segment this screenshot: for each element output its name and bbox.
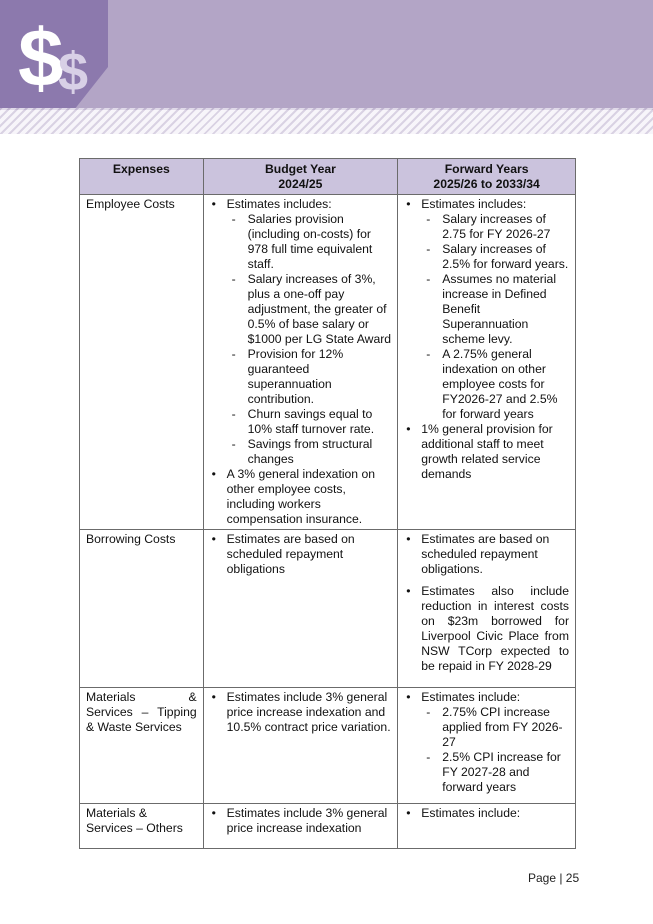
list-item: • Estimates include: [404,806,569,821]
sub-list-item: - Salary increases of 3%, plus a one-off pay adjustment, the greater of 0.5% of base salary or $1000 per LG State Award [227,272,392,347]
list-item-text: Estimates include: [421,690,521,704]
table-row [80,804,576,849]
budget-cell [203,530,398,688]
header-budget-year [203,159,398,195]
page-number: Page | 25 [528,871,580,885]
sub-list-item: - Salaries provision (including on-costs) for 978 full time equivalent staff. [227,212,392,272]
list-item-text: Estimates includes: [226,197,332,211]
list-item: • Estimates are based on scheduled repayment obligations [210,532,392,577]
expense-label: Employee Costs [80,195,204,530]
table-row [80,195,576,530]
logo-glyph-small: $ [58,42,89,102]
forward-cell [398,688,576,804]
table-row [80,688,576,804]
budget-cell [203,804,398,849]
list-item [210,197,392,467]
table-row [80,530,576,688]
sub-list-item: - Salary increases of 2.5% for forward years. [421,242,569,272]
list-item: • Estimates also include reduction in interest costs on $23m borrowed for Liverpool Civic Place from NSW TCorp expected to be repaid in FY 2028-29 [404,584,569,674]
sub-list-item: - A 2.75% general indexation on other employee costs for FY2026-27 and 2.5% for forward years [421,347,569,422]
list-item [404,197,569,422]
header-forward-years [398,159,576,195]
header-forward-years-title: Forward Years [444,162,529,176]
sub-list-item: - Salary increases of 2.75 for FY 2026-27 [421,212,569,242]
header-budget-year-title: Budget Year [264,162,336,176]
forward-cell [398,804,576,849]
sub-list-item: - Provision for 12% guaranteed superannuation contribution. [227,347,392,407]
sub-list-item: - 2.5% CPI increase for FY 2027-28 and forward years [421,750,569,795]
list-item: • Estimates include 3% general price increase indexation and 10.5% contract price variation. [210,690,392,735]
sub-list-item: - Churn savings equal to 10% staff turnover rate. [227,407,392,437]
expenses-table [79,158,576,849]
list-item: • 1% general provision for additional staff to meet growth related service demands [404,422,569,482]
expense-label: Materials & Services – Others [80,804,204,849]
budget-cell [203,195,398,530]
logo-glyph-large: $ [18,13,64,102]
header-banner-pattern [0,108,653,134]
forward-cell [398,195,576,530]
sub-list-item: - Savings from structural changes [227,437,392,467]
header-forward-years-period: 2025/26 to 2033/34 [433,177,540,191]
header-expenses: Expenses [80,159,204,195]
expense-label: Borrowing Costs [80,530,204,688]
list-item: • Estimates are based on scheduled repayment obligations. [404,532,569,577]
expense-label: Materials & Services – Tipping & Waste Services [80,688,204,804]
list-item [404,690,569,795]
table-header-row [80,159,576,195]
sub-list-item: - Assumes no material increase in Defined Benefit Superannuation scheme levy. [421,272,569,347]
sub-list-item: - 2.75% CPI increase applied from FY 2026-27 [421,705,569,750]
forward-cell [398,530,576,688]
list-item-text: Estimates includes: [421,197,527,211]
budget-cell [203,688,398,804]
dollar-logo-icon [14,6,104,102]
header-budget-year-period: 2024/25 [278,177,323,191]
list-item: • A 3% general indexation on other employee costs, including workers compensation insurance. [210,467,392,527]
list-item: • Estimates include 3% general price increase indexation [210,806,392,836]
